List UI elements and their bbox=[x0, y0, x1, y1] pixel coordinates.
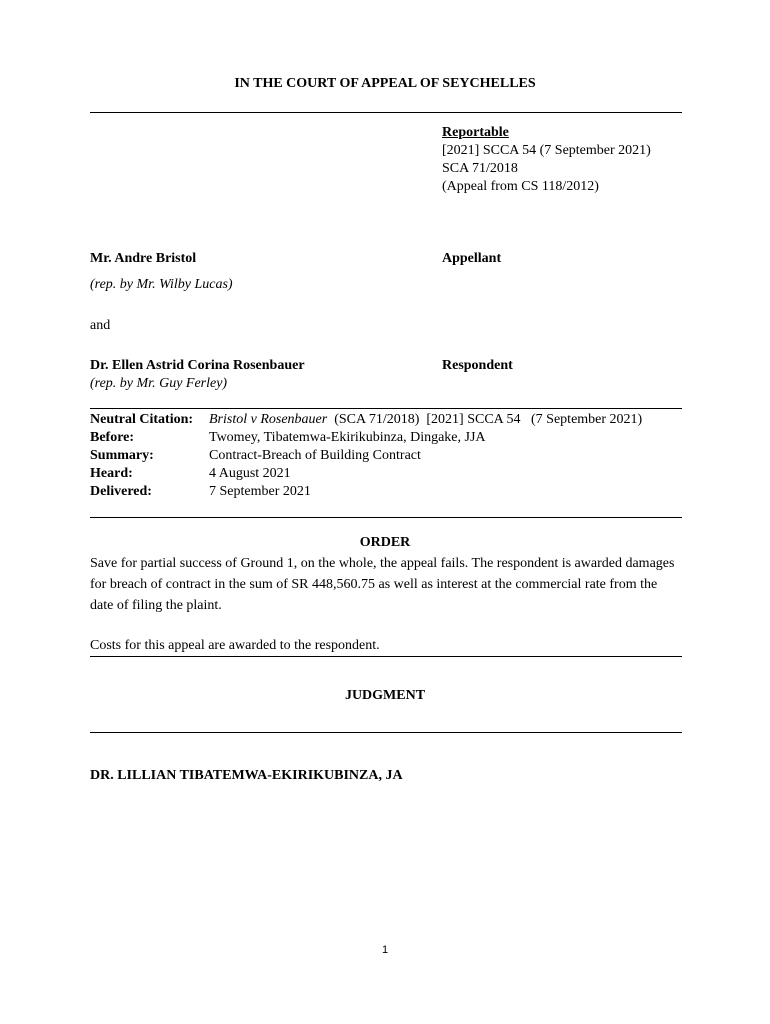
heard-value: 4 August 2021 bbox=[209, 466, 291, 481]
case-number: SCA 71/2018 bbox=[442, 161, 518, 176]
judgment-divider bbox=[90, 732, 682, 733]
court-title: IN THE COURT OF APPEAL OF SEYCHELLES bbox=[234, 76, 536, 91]
citation-line: [2021] SCCA 54 (7 September 2021) bbox=[442, 143, 651, 158]
details-top-divider bbox=[90, 408, 682, 409]
order-paragraph: Save for partial success of Ground 1, on the whole, the appeal fails. The respondent is awarded damages for breach of contract in the sum of SR 448,560.75 as well as interest at the commercial rate from the date of filing the plaint. bbox=[90, 556, 675, 613]
heard-label: Heard: bbox=[90, 466, 133, 481]
summary-label: Summary: bbox=[90, 448, 154, 463]
appellant-role: Appellant bbox=[442, 251, 502, 266]
appeal-from: (Appeal from CS 118/2012) bbox=[442, 179, 599, 194]
neutral-citation-value bbox=[209, 411, 642, 429]
appellant-representation: (rep. by Mr. Wilby Lucas) bbox=[90, 277, 233, 292]
and-separator: and bbox=[90, 318, 111, 333]
neutral-citation-case-name: Bristol v Rosenbauer bbox=[209, 412, 328, 427]
judge-name: DR. LILLIAN TIBATEMWA-EKIRIKUBINZA, JA bbox=[90, 768, 403, 783]
order-bottom-divider bbox=[90, 656, 682, 657]
page-number: 1 bbox=[381, 944, 389, 956]
respondent-role: Respondent bbox=[442, 358, 513, 373]
order-heading: ORDER bbox=[359, 535, 411, 550]
respondent-name: Dr. Ellen Astrid Corina Rosenbauer bbox=[90, 358, 305, 373]
header-divider bbox=[90, 112, 682, 113]
before-value: Twomey, Tibatemwa-Ekirikubinza, Dingake, JJA bbox=[209, 430, 486, 445]
costs-paragraph: Costs for this appeal are awarded to the respondent. bbox=[90, 638, 380, 653]
summary-value: Contract-Breach of Building Contract bbox=[209, 448, 421, 463]
respondent-representation: (rep. by Mr. Guy Ferley) bbox=[90, 376, 228, 391]
neutral-citation-label: Neutral Citation: bbox=[90, 412, 194, 427]
appellant-name: Mr. Andre Bristol bbox=[90, 251, 197, 266]
before-label: Before: bbox=[90, 430, 135, 445]
delivered-value: 7 September 2021 bbox=[209, 484, 311, 499]
neutral-citation-reference: (SCA 71/2018) [2021] SCCA 54 (7 September 2021) bbox=[327, 412, 643, 427]
details-bottom-divider bbox=[90, 517, 682, 518]
delivered-label: Delivered: bbox=[90, 484, 152, 499]
reportable-label: Reportable bbox=[442, 125, 509, 140]
judgment-heading: JUDGMENT bbox=[344, 688, 426, 703]
